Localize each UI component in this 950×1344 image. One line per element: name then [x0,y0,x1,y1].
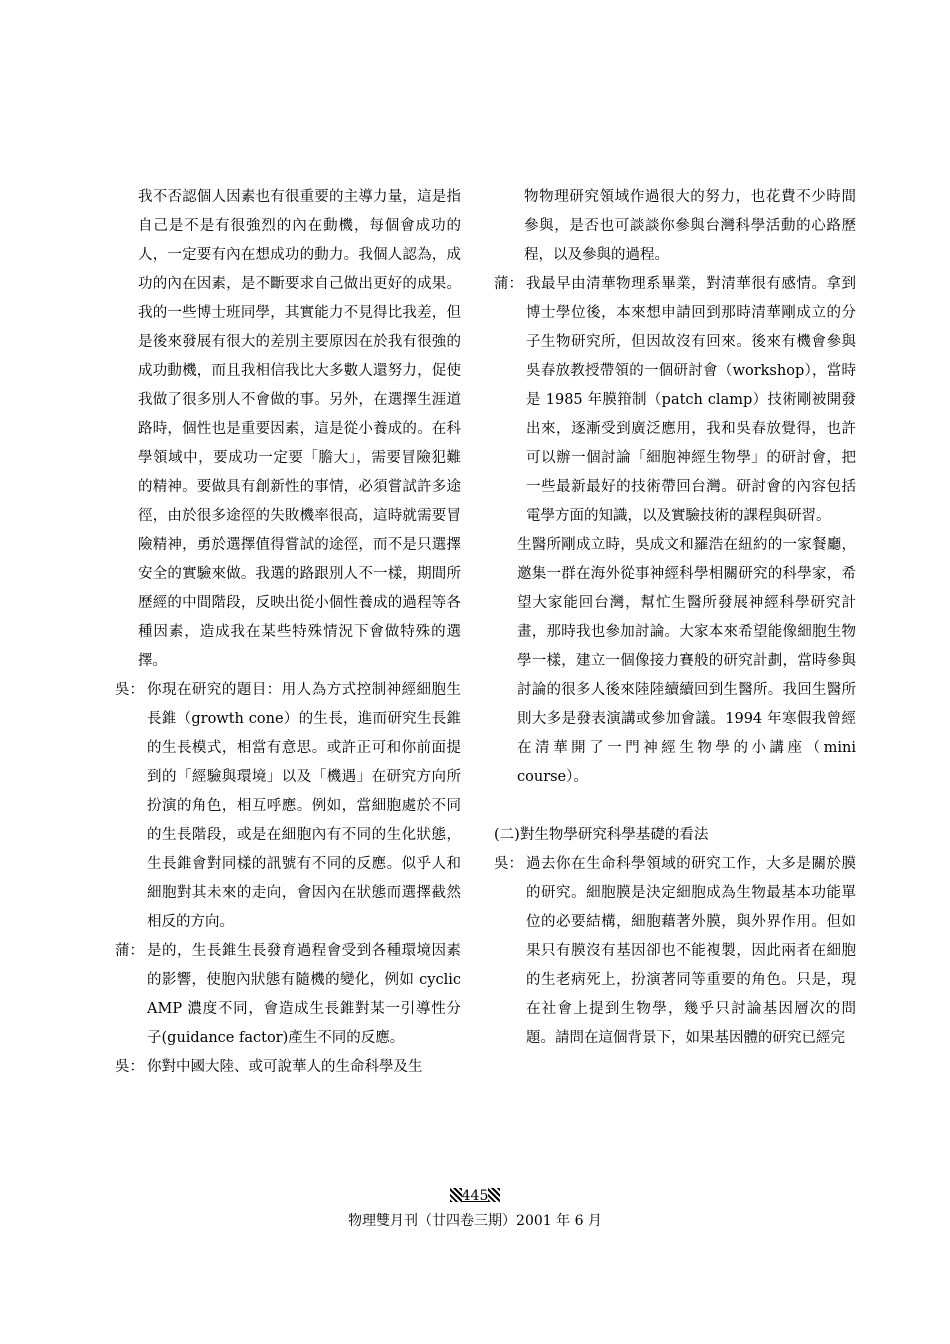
page-number [0,1188,950,1204]
speaker-label: 吳： [494,856,523,872]
question-3 [494,850,856,1053]
decorative-block-icon [488,1188,500,1202]
section-heading: (二)對生物學研究科學基礎的看法 [494,827,709,843]
speaker-label: 蒲： [494,276,523,292]
speaker-label: 吳： [115,1059,144,1075]
question-2-continued: 物物理研究領域作過很大的努力，也花費不少時間參與，是否也可談談你參與台灣科學活動的心路歷程，以及參與的過程。 [524,189,856,263]
journal-citation: 物理雙月刊（廿四卷三期）2001 年 6 月 [348,1213,602,1229]
intro-paragraph: 我不否認個人因素也有很重要的主導力量，這是指自己是不是有很強烈的內在動機，每個會成功的人，一定要有內在想成功的動力。我個人認為，成功的內在因素，是不斷要求自己做出更好的成果。我的一些博士班同學，其實能力不見得比我差，但是後來發展有很大的差別主要原因在於我有很強的成功動機，而且我相信我比大多數人還努力，促使我做了很多別人不會做的事。另外，在選擇生涯道路時，個性也是重要因素，這是從小養成的。在科學領域中，要成功一定要「膽大」，需要冒險犯難的精神。要做具有創新性的事情，必須嘗試許多途徑，由於很多途徑的失敗機率很高，這時就需要冒險精神，勇於選擇值得嘗試的途徑，而不是只選擇安全的實驗來做。我選的路跟別人不一樣，期間所歷經的中間階段，反映出從小個性養成的過程等各種因素，造成我在某些特殊情況下會做特殊的選擇。 [138,189,461,669]
spacer [494,792,856,821]
question-2 [115,1053,461,1082]
answer-1-text: 是的，生長錐生長發育過程會受到各種環境因素的影響，使胞內狀態有隨機的變化，例如 cyclic AMP 濃度不同，會造成生長錐對某一引導性分子(guidance factor)產生不同的反應。 [147,943,461,1046]
decorative-block-icon [450,1188,462,1202]
answer-2-paragraph-2: 生醫所剛成立時，吳成文和羅浩在紐約的一家餐廳，邀集一群在海外從事神經科學相關研究的科學家，希望大家能回台灣，幫忙生醫所發展神經科學研究計畫，那時我也參加討論。大家本來希望能像細胞生物學一樣，建立一個像接力賽般的研究計劃，當時參與討論的很多人後來陸陸續續回到生醫所。我回生醫所則大多是發表演講或參加會議。1994 年寒假我曾經在清華開了一門神經生物學的小講座（mini course）。 [517,537,856,785]
left-column [115,183,461,1082]
question-1 [115,676,461,937]
page-number-text: 445 [461,1188,489,1204]
right-column [494,183,856,1053]
answer-2 [494,270,856,531]
speaker-label: 吳： [115,682,144,698]
answer-2-text: 我最早由清華物理系畢業，對清華很有感情。拿到博士學位後，本來想申請回到那時清華剛成立的分子生物研究所，但因故沒有回來。後來有機會參與吳春放教授帶領的一個研討會（workshop），當時是 1985 年膜箝制（patch clamp）技術剛被開發出來，逐漸受到廣泛應用，我和吳春放覺得，也許可以辦一個討論「細胞神經生物學」的研討會，把一些最新最好的技術帶回台灣。研討會的內容包括電學方面的知識，以及實驗技術的課程與研習。 [526,276,856,524]
question-3-text: 過去你在生命科學領域的研究工作，大多是關於膜的研究。細胞膜是決定細胞成為生物最基本功能單位的必要結構，細胞藉著外膜，與外界作用。但如果只有膜沒有基因卻也不能複製，因此兩者在細胞的生老病死上，扮演著同等重要的角色。只是，現在社會上提到生物學，幾乎只討論基因層次的問題。請問在這個背景下，如果基因體的研究已經完 [526,856,856,1046]
question-1-text: 你現在研究的題目：用人為方式控制神經細胞生長錐（growth cone）的生長，進而研究生長錐的生長模式，相當有意思。或許正可和你前面提到的「經驗與環境」以及「機遇」在研究方向所扮演的角色，相互呼應。例如，當細胞處於不同的生長階段，或是在細胞內有不同的生化狀態，生長錐會對同樣的訊號有不同的反應。似乎人和細胞對其未來的走向，會因內在狀態而選擇截然相反的方向。 [147,682,461,930]
question-2-text: 你對中國大陸、或可說華人的生命科學及生 [147,1059,423,1075]
speaker-label: 蒲： [115,943,144,959]
answer-1 [115,937,461,1053]
